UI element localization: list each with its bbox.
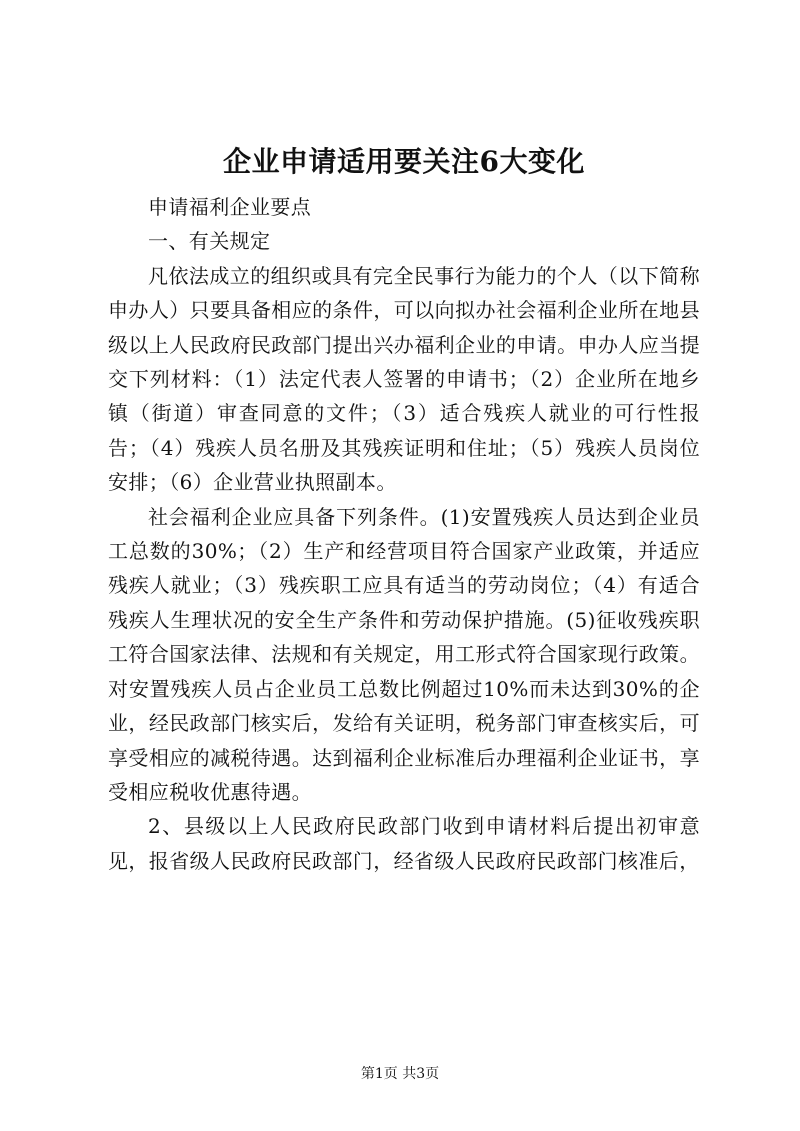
section-heading-key-points: 申请福利企业要点 [148, 195, 312, 219]
paragraph-enterprise-conditions: 社会福利企业应具备下列条件。(1)安置残疾人员达到企业员工总数的30%；（2）生产和经营项目符合国家产业政策，并适应残疾人就业；（3）残疾职工应具有适当的劳动岗位；（4）有适合残疾人生理状况的安全生产条件和劳动保护措施。(5)征收残疾职工符合国家法律、法规和有关规定，用工形式符合国家现行政策。对安置残疾人员占企业员工总数比例超过10%而未达到30%的企业，经民政部门核实后，发给有关证明，税务部门审查核实后，可享受相应的减税待遇。达到福利企业标准后办理福利企业证书，享受相应税收优惠待遇。 [108, 504, 700, 804]
paragraph-application-materials: 凡依法成立的组织或具有完全民事行为能力的个人（以下简称申办人）只要具备相应的条件，可以向拟办社会福利企业所在地县级以上人民政府民政部门提出兴办福利企业的申请。申办人应当提交下列材料：（1）法定代表人签署的申请书；（2）企业所在地乡镇（街道）审查同意的文件；（3）适合残疾人就业的可行性报告；（4）残疾人员名册及其残疾证明和住址；（5）残疾人员岗位安排；（6）企业营业执照副本。 [108, 263, 700, 495]
document-body [108, 190, 700, 878]
page-number-footer: 第1页 共3页 [360, 1066, 440, 1082]
section-heading-regulations: 一、有关规定 [148, 229, 271, 254]
document-title: 企业申请适用要关注6大变化 [223, 145, 585, 178]
paragraph-review-process: 2、县级以上人民政府民政部门收到申请材料后提出初审意见，报省级人民政府民政部门，经省级人民政府民政部门核准后， [108, 814, 700, 873]
